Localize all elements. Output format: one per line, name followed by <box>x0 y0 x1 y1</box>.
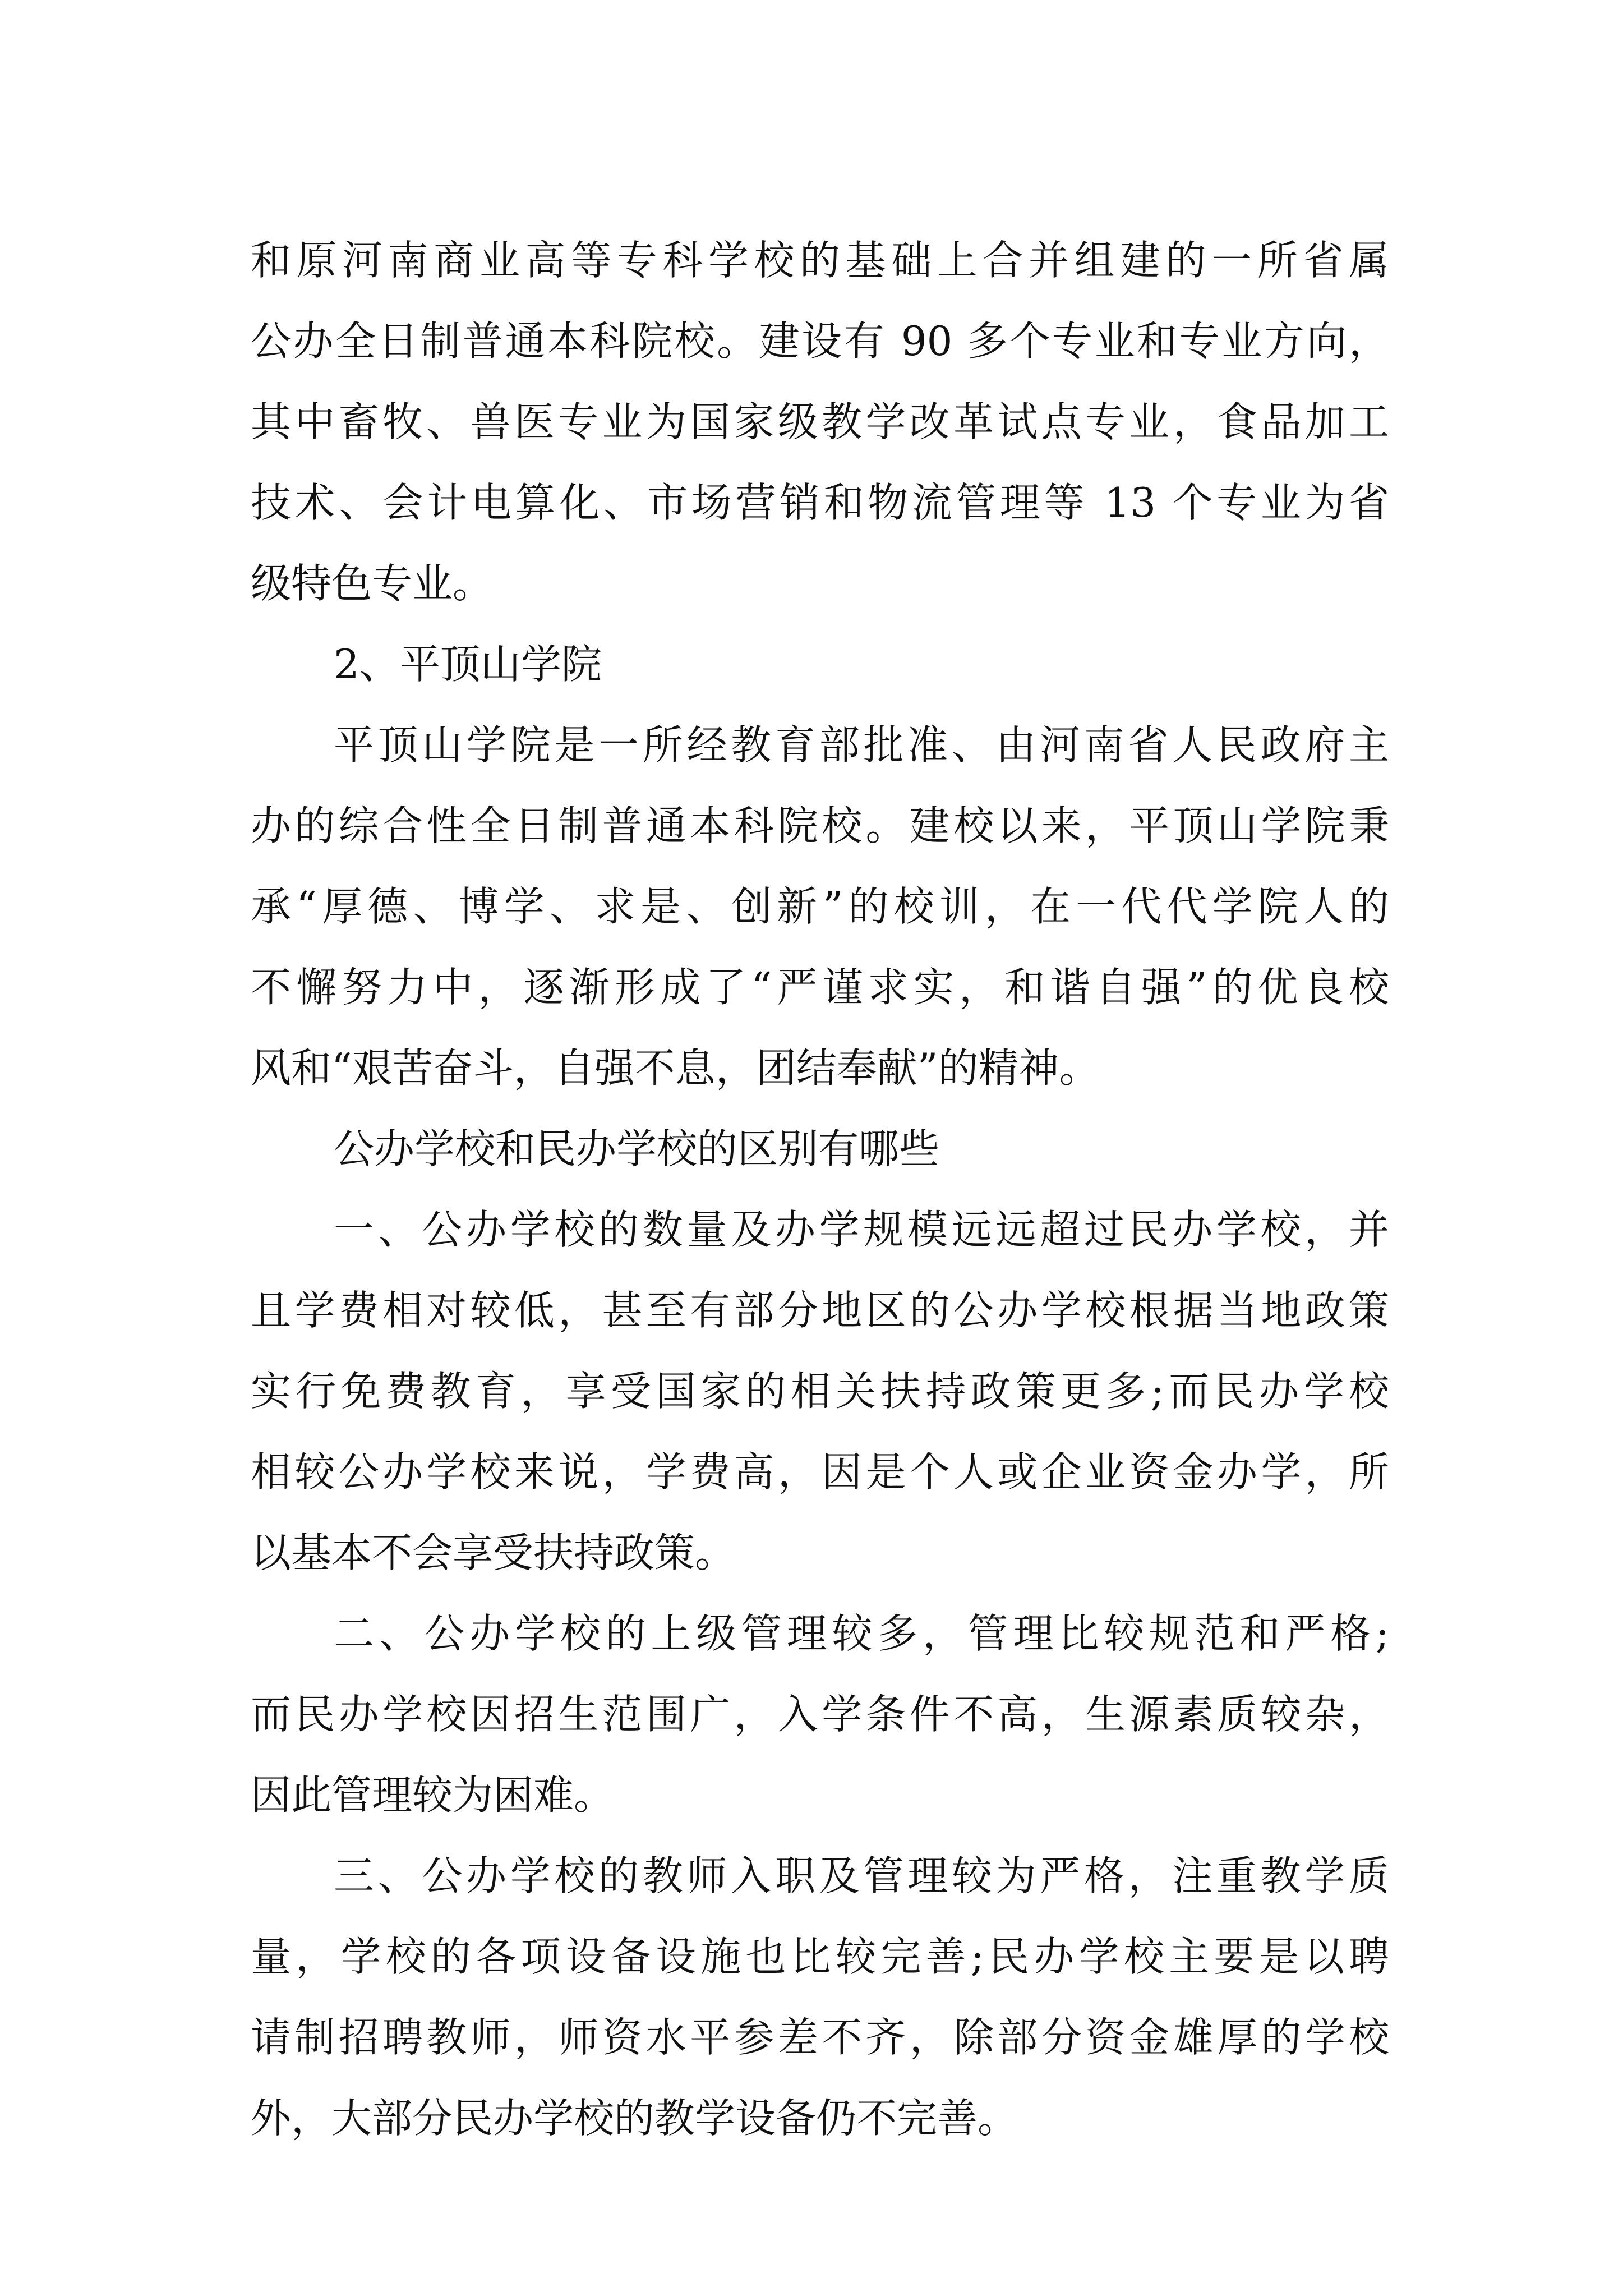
text-line: 以基本不会享受扶持政策。 <box>251 1529 736 1576</box>
text-line: 且学费相对较低，甚至有部分地区的公办学校根据当地政策 <box>251 1287 1389 1334</box>
text-line: 级特色专业。 <box>251 560 494 607</box>
text-line: 公办全日制普通本科院校。建设有 90 多个专业和专业方向， <box>251 318 1389 365</box>
text-line: 不懈努力中，逐渐形成了“严谨求实，和谐自强”的优良校 <box>251 964 1389 1011</box>
document-body <box>251 220 1389 2159</box>
text-line: 技术、会计电算化、市场营销和物流管理等 13 个专业为省 <box>251 479 1389 526</box>
text-line: 公办学校和民办学校的区别有哪些 <box>334 1125 940 1172</box>
text-line: 相较公办学校来说，学费高，因是个人或企业资金办学，所 <box>251 1448 1389 1496</box>
text-line: 因此管理较为困难。 <box>251 1772 615 1819</box>
text-line: 和原河南商业高等专科学校的基础上合并组建的一所省属 <box>251 237 1389 284</box>
text-line: 承“厚德、博学、求是、创新”的校训，在一代代学院人的 <box>251 883 1389 930</box>
text-line: 一、公办学校的数量及办学规模远远超过民办学校，并 <box>334 1206 1389 1253</box>
text-line: 办的综合性全日制普通本科院校。建校以来，平顶山学院秉 <box>251 802 1389 849</box>
text-line: 而民办学校因招生范围广，入学条件不高，生源素质较杂， <box>251 1691 1389 1738</box>
text-line: 二、公办学校的上级管理较多，管理比较规范和严格; <box>334 1610 1389 1657</box>
text-line: 外，大部分民办学校的教学设备仍不完善。 <box>251 2095 1018 2142</box>
text-line: 其中畜牧、兽医专业为国家级教学改革试点专业，食品加工 <box>251 398 1389 445</box>
text-line: 风和“艰苦奋斗，自强不息，团结奉献”的精神。 <box>251 1045 1100 1092</box>
text-line: 2、平顶山学院 <box>334 641 602 688</box>
text-line: 三、公办学校的教师入职及管理较为严格，注重教学质 <box>334 1852 1389 1899</box>
text-line: 实行免费教育，享受国家的相关扶持政策更多;而民办学校 <box>251 1368 1389 1415</box>
text-line: 量，学校的各项设备设施也比较完善;民办学校主要是以聘 <box>251 1933 1389 1980</box>
text-line: 请制招聘教师，师资水平参差不齐，除部分资金雄厚的学校 <box>251 2014 1389 2061</box>
text-line: 平顶山学院是一所经教育部批准、由河南省人民政府主 <box>334 721 1389 769</box>
